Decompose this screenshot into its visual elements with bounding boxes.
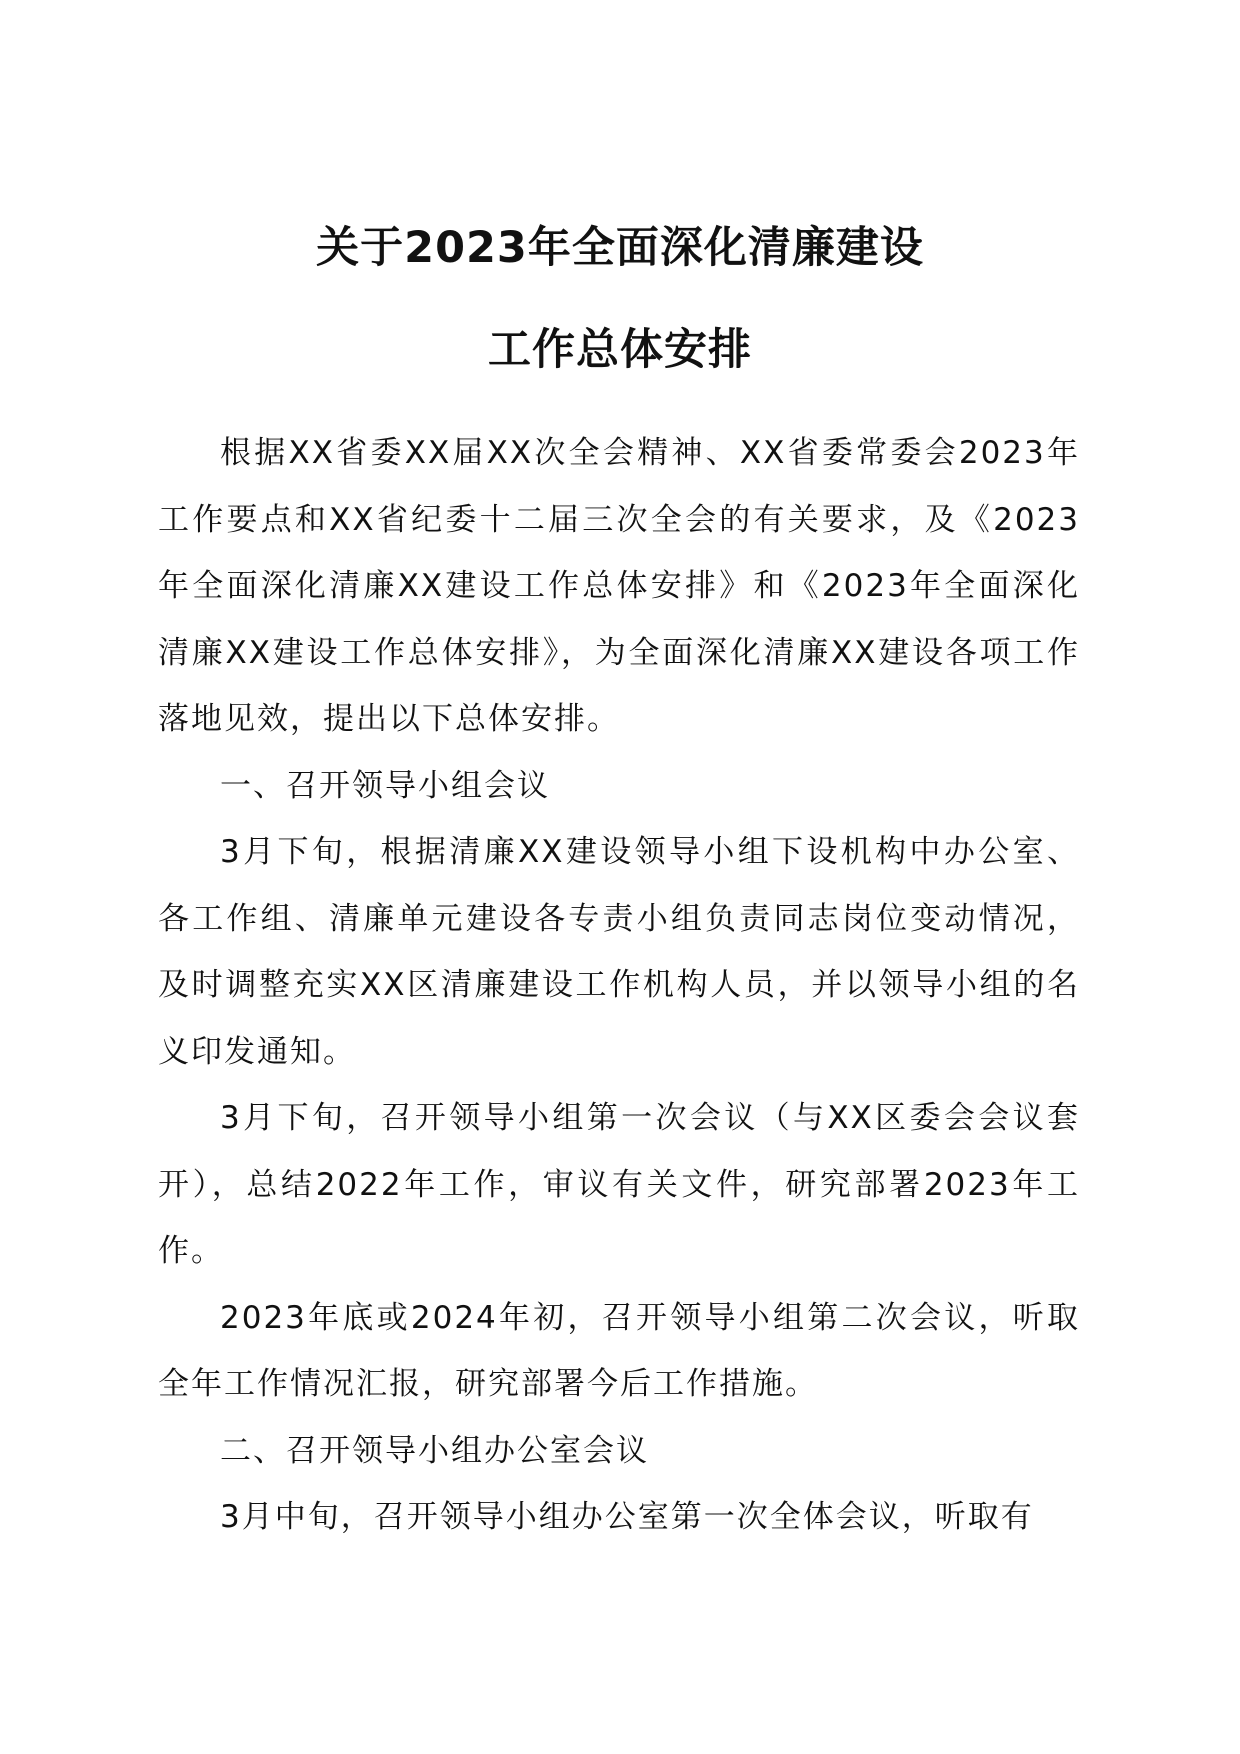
document-title-line-2: 工作总体安排	[488, 325, 752, 375]
section-heading-1: 一、召开领导小组会议	[220, 767, 550, 804]
document-body	[158, 420, 1080, 1551]
paragraph-intro: 根据XX省委XX届XX次全会精神、XX省委常委会2023年工作要点和XX省纪委十二届三次全会的有关要求，及《2023年全面深化清廉XX建设工作总体安排》和《2023年全面深化清廉XX建设工作总体安排》，为全面深化清廉XX建设各项工作落地见效，提出以下总体安排。	[158, 435, 1080, 737]
document-title-line-1: 关于2023年全面深化清廉建设	[316, 223, 924, 273]
section-heading-2: 二、召开领导小组办公室会议	[220, 1432, 649, 1469]
paragraph-adjust-personnel: 3月下旬，根据清廉XX建设领导小组下设机构中办公室、各工作组、清廉单元建设各专责小组负责同志岗位变动情况，及时调整充实XX区清廉建设工作机构人员，并以领导小组的名义印发通知。	[158, 834, 1080, 1070]
paragraph-office-meeting: 3月中旬，召开领导小组办公室第一次全体会议，听取有	[220, 1499, 1034, 1535]
paragraph-first-meeting: 3月下旬，召开领导小组第一次会议（与XX区委会会议套开），总结2022年工作，审议有关文件，研究部署2023年工作。	[158, 1100, 1080, 1269]
paragraph-second-meeting: 2023年底或2024年初，召开领导小组第二次会议，听取全年工作情况汇报，研究部署今后工作措施。	[158, 1299, 1080, 1402]
